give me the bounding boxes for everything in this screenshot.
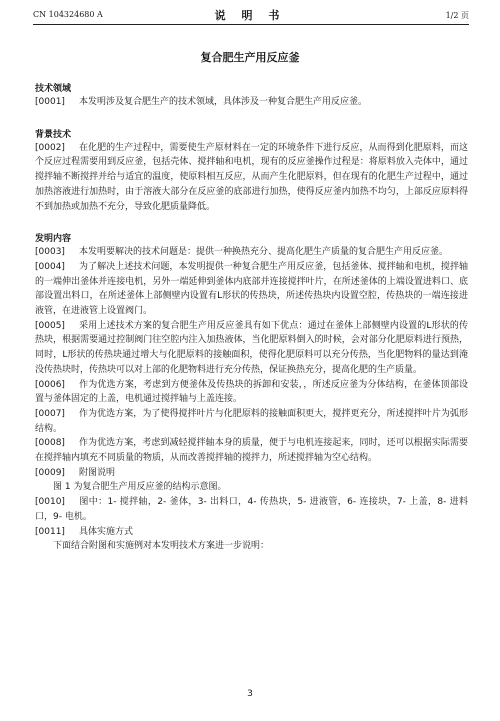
paragraph: [35, 436, 468, 465]
paragraph-text: 本发明要解决的技术问题是：提供一种换热充分、提高化肥生产质量的复合肥生产用反应釜。: [78, 247, 448, 258]
paragraph-number: [0005]: [35, 320, 65, 331]
patent-number: CN 104324680 A: [33, 10, 103, 19]
paragraph-text: 在化肥的生产过程中，需要使生产原材料在一定的环境条件下进行反应，从而得到化肥原料，而这个反应过程需要用到反应釜，包括壳体、搅拌轴和电机，现有的反应釜操作过程是：将原料放入壳体中，通过搅拌轴不断搅拌并给与适宜的温度，使原料相互反应，从而产生化肥原料，但在现有的化肥生产过程中，通过加热溶液进行加热时，由于溶液大部分在反应釜的底部进行加热，使得反应釜内加热不均匀，上部反应原料得不到加热或加热不充分，导致化肥质量降低。: [35, 142, 468, 212]
paragraph-text: 为了解决上述技术问题，本发明提供一种复合肥生产用反应釜，包括釜体、搅拌轴和电机，搅拌轴的一端伸出釜体并连接电机，另外一端延伸到釜体内底部并连接搅拌叶片，在所述釜体的上端设置进料口、底部设置出料口，在所述釜体上部侧壁内设置有L形状的传热块，所述传热块内设置空腔，传热块的一端连接进液管，在进液管上设置阀门。: [35, 261, 468, 317]
section-heading-tech-field: 技术领域: [35, 84, 72, 94]
document-title: 复合肥生产用反应釜: [200, 51, 300, 64]
page-number: 3: [247, 689, 253, 699]
paragraph-text: 作为优选方案，考虑到减轻搅拌轴本身的质量，便于与电机连接起来，同时，还可以根据实际需要在搅拌轴内填充不同质量的物质，从而改善搅拌轴的搅拌力，所述搅拌轴为空心结构。: [35, 438, 468, 464]
paragraph-number: [0008]: [35, 438, 65, 449]
paragraph-number: [0007]: [35, 408, 65, 419]
paragraph-number: [0003]: [35, 247, 65, 258]
paragraph-text: 附图说明: [78, 467, 115, 478]
paragraph: [35, 260, 468, 319]
paragraph-number: [0011]: [35, 526, 65, 537]
paragraph: [35, 378, 468, 407]
paragraph: [35, 525, 468, 540]
paragraph-text: 图中：1- 搅拌轴，2- 釜体，3- 出料口，4- 传热块，5- 进液管，6- 连接块，7- 上盖，8- 进料口，9- 电机。: [35, 497, 468, 522]
paragraph-number: [0009]: [35, 467, 65, 478]
paragraph: [35, 495, 468, 524]
figure-caption: 图 1 为复合肥生产用反应釜的结构示意图。: [53, 482, 227, 493]
paragraph-text: 本发明涉及复合肥生产的技术领域，具体涉及一种复合肥生产用反应釜。: [78, 97, 367, 107]
paragraph: [35, 466, 468, 481]
paragraph: [35, 319, 468, 378]
paragraph-text: 采用上述技术方案的复合肥生产用反应釜具有如下优点：通过在釜体上部侧壁内设置的L形状的传热块，根据需要通过控制阀门往空腔内注入加热液体，当化肥原料倒入的时候，会对部分化肥原料进行预热，同时，L形状的传热块通过增大与化肥原料的接触面积，使得化肥原料可以充分传热，当化肥物料的量达到淹没传热块时，传热块可以对上部的化肥物料进行充分传热，保证换热充分，提高化肥的生产质量。: [35, 320, 468, 375]
closing-sentence: 下面结合附图和实施例对本发明技术方案进一步说明：: [53, 541, 270, 552]
doc-type-title: 说 明 书: [214, 9, 286, 22]
paragraph: [35, 407, 468, 436]
paragraph-text: 作为优选方案，考虑到方便釜体及传热块的拆卸和安装，，所述反应釜为分体结构，在釜体顶部设置与釜体固定的上盖，电机通过搅拌轴与上盖连接。: [35, 379, 468, 405]
paragraph: [35, 245, 468, 260]
paragraph-number: [0001]: [35, 97, 65, 107]
section-heading-background: 背景技术: [35, 129, 72, 140]
paragraph-number: [0004]: [35, 261, 65, 272]
section-heading-summary: 发明内容: [35, 234, 72, 245]
paragraph-text: 具体实施方式: [78, 526, 133, 537]
header-divider: [33, 24, 469, 25]
paragraph-number: [0002]: [35, 142, 65, 153]
page-info: 1/2 页: [445, 11, 469, 20]
paragraph-text: 作为优选方案，为了使得搅拌叶片与化肥原料的接触面积更大，搅拌更充分，所述搅拌叶片为弧形结构。: [35, 408, 468, 434]
paragraph: [35, 95, 468, 110]
paragraph: [35, 141, 468, 215]
paragraph-number: [0006]: [35, 379, 65, 390]
document-body: [35, 83, 468, 554]
paragraph-number: [0010]: [35, 497, 65, 508]
